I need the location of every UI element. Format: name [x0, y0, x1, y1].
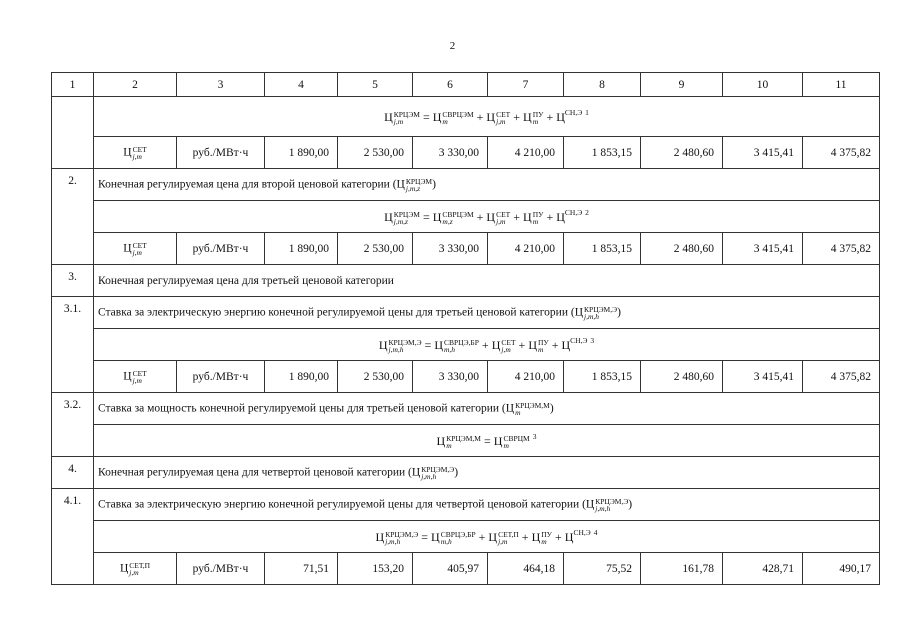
header-cell: 3: [177, 73, 265, 97]
value-cell: 153,20: [338, 553, 413, 585]
row-title: Конечная регулируемая цена для третьей ценовой категории: [94, 265, 880, 297]
value-cell: 1 853,15: [564, 233, 641, 265]
table-row: [52, 137, 880, 169]
value-cell: 1 890,00: [265, 361, 338, 393]
header-cell: 6: [413, 73, 488, 97]
row-number-cell: 3.1.: [52, 297, 94, 393]
value-cell: 3 330,00: [413, 137, 488, 169]
formula-1: Ц КРЦЭМ j,m = Ц СВРЦЭМ m + Ц СЕТ j,m + Ц ПУ m + $Ц^{СН,Э}$ $^1$: [94, 97, 880, 137]
header-cell: 10: [723, 73, 803, 97]
table-row: [52, 297, 880, 329]
symbol-cell: Ц СЕТ,П j,m: [94, 553, 177, 585]
value-cell: 1 853,15: [564, 361, 641, 393]
header-cell: 1: [52, 73, 94, 97]
value-cell: 4 375,82: [803, 233, 880, 265]
formula-5: Ц КРЦЭМ,Э j,m,h = Ц СВРЦЭ,БР m,h + Ц СЕТ,П j,m + Ц ПУ m + $Ц^{СН,Э}$ $^4$: [94, 521, 880, 553]
unit-cell: руб./МВт·ч: [177, 361, 265, 393]
row-number-cell: 2.: [52, 169, 94, 265]
value-cell: 3 415,41: [723, 137, 803, 169]
unit-cell: руб./МВт·ч: [177, 553, 265, 585]
table-row: [52, 425, 880, 457]
value-cell: 3 330,00: [413, 233, 488, 265]
value-cell: 2 530,00: [338, 137, 413, 169]
header-row: [52, 73, 880, 97]
header-cell: 5: [338, 73, 413, 97]
table-row: [52, 553, 880, 585]
header-cell: 4: [265, 73, 338, 97]
table-row: [52, 489, 880, 521]
table-row: [52, 265, 880, 297]
tariff-table: [51, 72, 880, 585]
row-title: Конечная регулируемая цена для четвертой ценовой категории (Ц КРЦЭМ,Э j,m,h ): [94, 457, 880, 489]
unit-cell: руб./МВт·ч: [177, 233, 265, 265]
value-cell: 2 530,00: [338, 233, 413, 265]
header-cell: 7: [488, 73, 564, 97]
row-number-cell: 3.2.: [52, 393, 94, 457]
row-number-cell: 4.1.: [52, 489, 94, 585]
value-cell: 2 480,60: [641, 361, 723, 393]
value-cell: 4 210,00: [488, 361, 564, 393]
table-row: [52, 521, 880, 553]
value-cell: 4 210,00: [488, 233, 564, 265]
value-cell: 405,97: [413, 553, 488, 585]
table-row: [52, 233, 880, 265]
row-title: Ставка за мощность конечной регулируемой цены для третьей ценовой категории (Ц КРЦЭМ,М m ): [94, 393, 880, 425]
header-cell: 2: [94, 73, 177, 97]
table-row: [52, 169, 880, 201]
value-cell: 4 375,82: [803, 137, 880, 169]
row-title: Ставка за электрическую энергию конечной регулируемой цены для четвертой ценовой категории (Ц КРЦЭМ,Э j,m,h ): [94, 489, 880, 521]
unit-cell: руб./МВт·ч: [177, 137, 265, 169]
value-cell: 1 853,15: [564, 137, 641, 169]
value-cell: 2 480,60: [641, 137, 723, 169]
value-cell: 2 530,00: [338, 361, 413, 393]
value-cell: 161,78: [641, 553, 723, 585]
table-row: [52, 361, 880, 393]
header-cell: 11: [803, 73, 880, 97]
row-title: Ставка за электрическую энергию конечной регулируемой цены для третьей ценовой категории (Ц КРЦЭМ,Э j,m,h ): [94, 297, 880, 329]
row-number-cell: 4.: [52, 457, 94, 489]
row-title: Конечная регулируемая цена для второй ценовой категории (Ц КРЦЭМ j,m,z ): [94, 169, 880, 201]
value-cell: 4 375,82: [803, 361, 880, 393]
value-cell: 1 890,00: [265, 233, 338, 265]
table-row: [52, 201, 880, 233]
value-cell: 428,71: [723, 553, 803, 585]
table-row: [52, 329, 880, 361]
symbol-cell: Ц СЕТ j,m: [94, 361, 177, 393]
table-row: [52, 457, 880, 489]
value-cell: 4 210,00: [488, 137, 564, 169]
header-cell: 9: [641, 73, 723, 97]
value-cell: 1 890,00: [265, 137, 338, 169]
value-cell: 2 480,60: [641, 233, 723, 265]
value-cell: 75,52: [564, 553, 641, 585]
value-cell: 71,51: [265, 553, 338, 585]
formula-2: Ц КРЦЭМ j,m,z = Ц СВРЦЭМ m,z + Ц СЕТ j,m + Ц ПУ m + $Ц^{СН,Э}$ $^2$: [94, 201, 880, 233]
table-row: [52, 97, 880, 137]
symbol-cell: Ц СЕТ j,m: [94, 233, 177, 265]
value-cell: 3 415,41: [723, 233, 803, 265]
row-number-cell: 3.: [52, 265, 94, 297]
formula-3: Ц КРЦЭМ,Э j,m,h = Ц СВРЦЭ,БР m,h + Ц СЕТ j,m + Ц ПУ m + $Ц^{СН,Э}$ $^3$: [94, 329, 880, 361]
row-number-cell: [52, 97, 94, 169]
value-cell: 464,18: [488, 553, 564, 585]
header-cell: 8: [564, 73, 641, 97]
table-row: [52, 393, 880, 425]
symbol-cell: Ц СЕТ j,m: [94, 137, 177, 169]
value-cell: 3 330,00: [413, 361, 488, 393]
value-cell: 490,17: [803, 553, 880, 585]
page-number: 2: [449, 40, 456, 52]
formula-4: Ц КРЦЭМ,М m = Ц СВРЦМ m $^3$: [94, 425, 880, 457]
value-cell: 3 415,41: [723, 361, 803, 393]
